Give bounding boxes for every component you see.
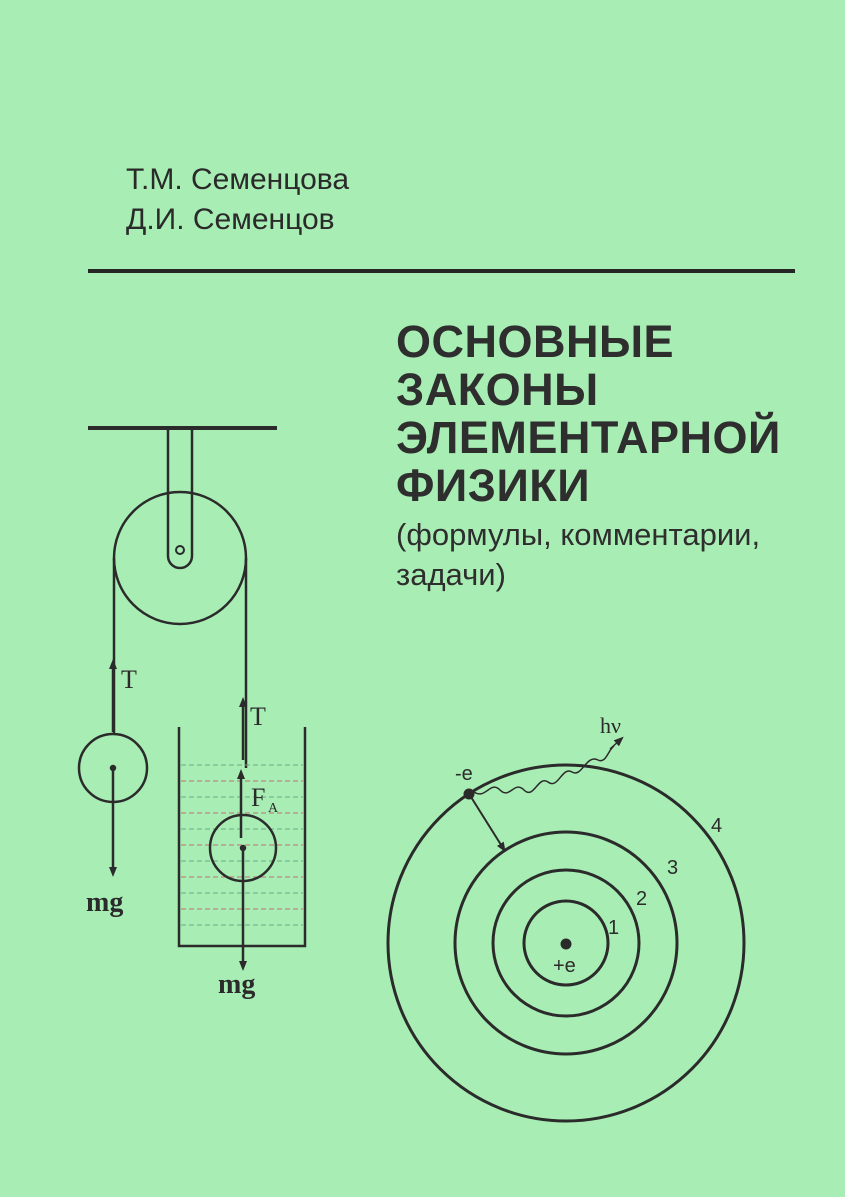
title-line-4: ФИЗИКИ: [396, 460, 591, 511]
label-gravity-right: mg: [218, 969, 256, 1000]
atom-figure: [388, 740, 744, 1121]
photon-wave: [474, 746, 614, 794]
author-2: Д.И. Семенцов: [126, 203, 335, 236]
label-orbit-4: 4: [711, 815, 723, 837]
title-line-2: ЗАКОНЫ: [396, 364, 599, 415]
photon-arrow: [610, 740, 620, 749]
weight-left-center: [111, 766, 115, 770]
pulley-figure: [79, 428, 305, 966]
subtitle-line-1: (формулы, комментарии,: [396, 517, 761, 552]
nucleus-dot: [562, 940, 570, 948]
electron-transition-arrow: [471, 797, 503, 848]
label-orbit-1: 1: [608, 917, 620, 939]
label-orbit-3: 3: [667, 857, 679, 879]
label-photon: hν: [600, 713, 621, 738]
label-orbit-2: 2: [636, 888, 648, 910]
title-line-1: ОСНОВНЫЕ: [396, 316, 675, 367]
label-tension-left: T: [121, 665, 137, 694]
title-line-3: ЭЛЕМЕНТАРНОЙ: [396, 412, 781, 463]
label-tension-right: T: [250, 702, 266, 731]
label-buoyancy-sub: A: [268, 801, 279, 816]
weight-right-center: [241, 846, 245, 850]
subtitle-line-2: задачи): [396, 557, 506, 592]
author-1: Т.М. Семенцова: [126, 163, 350, 196]
pulley-bracket: [168, 430, 192, 568]
pulley-axle: [176, 546, 184, 554]
label-buoyancy: F: [251, 783, 266, 812]
pulley-wheel: [114, 492, 246, 624]
label-nucleus: +e: [553, 955, 576, 977]
label-electron: -e: [455, 763, 473, 785]
label-gravity-left: mg: [86, 887, 124, 918]
